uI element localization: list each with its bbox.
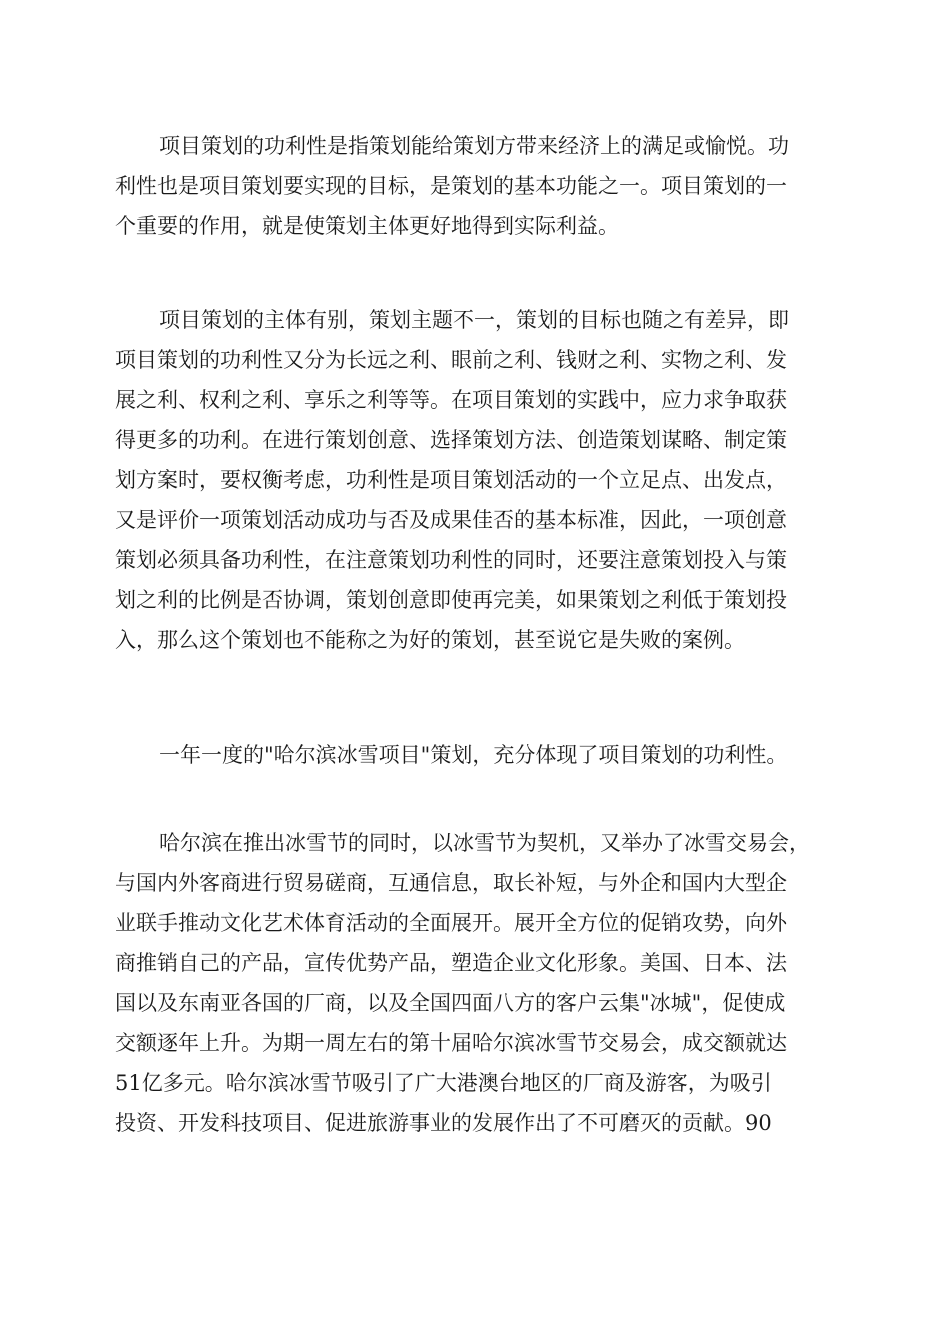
text-line: 项目策划的功利性是指策划能给策划方带来经济上的满足或愉悦。功: [159, 134, 789, 158]
text-line: 国以及东南亚各国的厂商，以及全国四面八方的客户云集"冰城"，促使成: [115, 991, 786, 1015]
text-line: 51亿多元。哈尔滨冰雪节吸引了广大港澳台地区的厂商及游客，为吸引: [115, 1071, 772, 1095]
text-line: 与国内外客商进行贸易磋商，互通信息，取长补短，与外企和国内大型企: [115, 871, 787, 895]
text-line: 个重要的作用，就是使策划主体更好地得到实际利益。: [115, 214, 619, 238]
text-line: 划方案时，要权衡考虑，功利性是项目策划活动的一个立足点、出发点，: [115, 468, 787, 492]
text-line: 项目策划的主体有别，策划主题不一，策划的目标也随之有差异，即: [159, 308, 789, 332]
text-line: 商推销自己的产品，宣传优势产品，塑造企业文化形象。美国、日本、法: [115, 951, 787, 975]
text-line: 策划必须具备功利性，在注意策划功利性的同时，还要注意策划投入与策: [115, 548, 787, 572]
text-line: 展之利、权利之利、享乐之利等等。在项目策划的实践中，应力求争取获: [115, 388, 787, 412]
text-line: 投资、开发科技项目、促进旅游事业的发展作出了不可磨灭的贡献。90: [115, 1111, 772, 1135]
paragraph-3: [115, 735, 787, 775]
text-line: 得更多的功利。在进行策划创意、选择策划方法、创造策划谋略、制定策: [115, 428, 787, 452]
paragraph-1: [115, 126, 789, 246]
text-line: 业联手推动文化艺术体育活动的全面展开。展开全方位的促销攻势，向外: [115, 911, 787, 935]
paragraph-4: [115, 823, 810, 1143]
text-line: 交额逐年上升。为期一周左右的第十届哈尔滨冰雪节交易会，成交额就达: [115, 1031, 787, 1055]
text-line: 又是评价一项策划活动成功与否及成果佳否的基本标准，因此，一项创意: [115, 508, 787, 532]
text-line: 入，那么这个策划也不能称之为好的策划，甚至说它是失败的案例。: [115, 628, 745, 652]
text-line: 划之利的比例是否协调，策划创意即使再完美，如果策划之利低于策划投: [115, 588, 787, 612]
text-line: 哈尔滨在推出冰雪节的同时，以冰雪节为契机，又举办了冰雪交易会，: [159, 831, 810, 855]
text-line: 利性也是项目策划要实现的目标，是策划的基本功能之一。项目策划的一: [115, 174, 787, 198]
paragraph-2: [115, 300, 789, 660]
text-line: 一年一度的"哈尔滨冰雪项目"策划，充分体现了项目策划的功利性。: [159, 743, 788, 767]
text-line: 项目策划的功利性又分为长远之利、眼前之利、钱财之利、实物之利、发: [115, 348, 787, 372]
